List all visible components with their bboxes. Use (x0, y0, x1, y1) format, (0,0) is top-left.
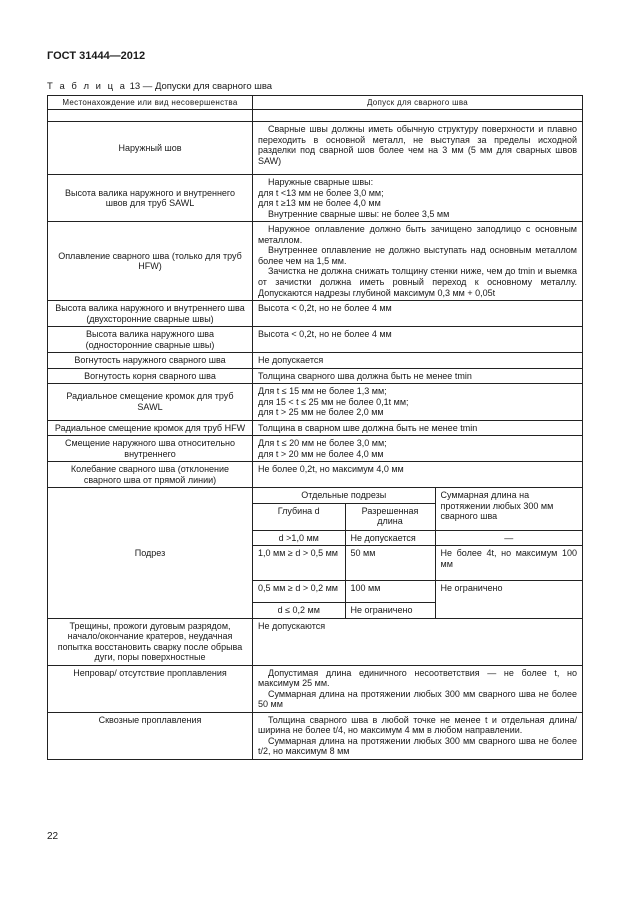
tolerance-line: для 15 < t ≤ 25 мм не более 0,1t мм; (258, 396, 409, 407)
tolerance-line: Суммарная длина на протяжении любых 300 мм сварного шва не более 50 мм (258, 688, 577, 710)
undercut-depth: d >1,0 мм (253, 530, 345, 546)
undercut-depth-header: Глубина d (253, 503, 345, 530)
row-tolerance (253, 222, 583, 301)
tolerance-line: для t <13 мм не более 3,0 мм; (258, 187, 384, 198)
tolerance-line: Высота < 0,2t, но не более 4 мм (258, 329, 392, 340)
row-tolerance (253, 353, 583, 369)
table-row (48, 353, 583, 369)
row-name: Вогнутость наружного сварного шва (48, 353, 253, 369)
table-row (48, 222, 583, 301)
row-name: Радиальное смещение кромок для труб HFW (48, 420, 253, 436)
tolerance-line: Внутренние сварные швы: не более 3,5 мм (268, 208, 450, 219)
tolerance-line: Для t ≤ 15 мм не более 1,3 мм; (258, 386, 387, 397)
row-name: Высота валика наружного и внутреннего шва (двухсторонние сварные швы) (48, 301, 253, 327)
tolerance-line: Наружные сварные швы: (268, 177, 374, 188)
row-tolerance (253, 462, 583, 488)
tolerance-line: Сварные швы должны иметь обычную структуру поверхности и плавно переходить в основной металл, не выступая за пределы исходной разделки под сварной шов более чем на 3 мм (5 мм для сварных швов SAW) (258, 124, 577, 166)
table-row (48, 368, 583, 384)
spacer-cell (48, 110, 253, 122)
row-name: Оплавление сварного шва (только для труб HFW) (48, 222, 253, 301)
undercut-depth: 0,5 мм ≥ d > 0,2 мм (253, 581, 345, 603)
table-row (48, 618, 583, 665)
tolerance-line: Суммарная длина на протяжении любых 300 мм сварного шва не более t/2, но максимум 8 мм (258, 735, 577, 757)
undercut-subtable (253, 488, 582, 618)
row-name: Непровар/ отсутствие проплавления (48, 665, 253, 712)
undercut-group-header: Отдельные подрезы (253, 488, 435, 503)
tolerance-line: Не более 0,2t, но максимум 4,0 мм (258, 464, 404, 475)
table-row (48, 122, 583, 175)
undercut-total: Не ограничено (435, 581, 582, 618)
undercut-depth: d ≤ 0,2 мм (253, 603, 345, 618)
table-caption (47, 81, 272, 92)
table-row (48, 712, 583, 759)
tolerance-table (47, 95, 583, 760)
row-name: Радиальное смещение кромок для труб SAWL (48, 384, 253, 421)
row-name: Высота валика наружного и внутреннего швов для труб SAWL (48, 175, 253, 222)
row-name: Трещины, прожоги дуговым разрядом, начало/окончание кратеров, неудачная попытка восстановить сварку после обрыва дуги, поры поверхностные (48, 618, 253, 665)
table-row-undercut (48, 488, 583, 619)
row-tolerance (253, 436, 583, 462)
row-tolerance (253, 175, 583, 222)
page-number: 22 (47, 831, 59, 842)
tolerance-line: Не допускаются (258, 620, 326, 631)
header-location: Местонахождение или вид несовершенства (48, 96, 253, 110)
tolerance-line: Высота < 0,2t, но не более 4 мм (258, 303, 392, 314)
tolerance-line: для t > 25 мм не более 2,0 мм (258, 407, 384, 418)
row-name: Подрез (48, 488, 253, 619)
tolerance-line: Наружное оплавление должно быть зачищено заподлицо с основным металлом. (258, 224, 577, 245)
undercut-total: Не более 4t, но максимум 100 мм (435, 546, 582, 581)
tolerance-line: для t ≥13 мм не более 4,0 мм (258, 198, 381, 209)
row-tolerance (253, 665, 583, 712)
undercut-allowed-header: Разрешенная длина (345, 503, 435, 530)
table-row (48, 175, 583, 222)
caption-prefix: Т а б л и ц а (47, 81, 127, 92)
tolerance-line: Толщина в сварном шве должна быть не менее tmin (258, 422, 478, 433)
table-row (48, 327, 583, 353)
row-tolerance (253, 327, 583, 353)
row-tolerance (253, 420, 583, 436)
row-tolerance (253, 301, 583, 327)
undercut-allowed: 100 мм (345, 581, 435, 603)
tolerance-line: Допустимая длина единичного несоответствия — не более t, но максимум 25 мм. (258, 667, 577, 689)
tolerance-line: Толщина сварного шва должна быть не менее tmin (258, 370, 472, 381)
table-row (48, 301, 583, 327)
row-name: Смещение наружного шва относительно внутреннего (48, 436, 253, 462)
undercut-allowed: Не допускается (345, 530, 435, 546)
undercut-allowed: Не ограничено (345, 603, 435, 618)
row-tolerance (253, 712, 583, 759)
table-row (48, 384, 583, 421)
undercut-total-header: Суммарная длина на протяжении любых 300 мм сварного шва (435, 488, 582, 530)
row-tolerance (253, 384, 583, 421)
tolerance-line: Зачистка не должна снижать толщину стенки ниже, чем до tmin и выемка от зачистки должна иметь ровный переход к основному металлу. Допускаются надрезы глубиной максимум 0,3 мм + 0,05t (258, 266, 577, 298)
tolerance-line: Внутреннее оплавление не должно выступать над основным металлом более чем на 1,5 мм. (258, 245, 577, 266)
row-name: Вогнутость корня сварного шва (48, 368, 253, 384)
undercut-subtable-cell (253, 488, 583, 619)
tolerance-line: Не допускается (258, 355, 324, 366)
undercut-total: — (435, 530, 582, 546)
table-row (48, 436, 583, 462)
row-name: Сквозные проплавления (48, 712, 253, 759)
tolerance-line: Толщина сварного шва в любой точке не менее t и отдельная длина/ширина не более t/4, но максимум 4 мм в любом направлении. (258, 714, 577, 736)
spacer-cell (253, 110, 583, 122)
table-row (48, 665, 583, 712)
document-code: ГОСТ 31444—2012 (47, 50, 146, 62)
tolerance-line: для t > 20 мм не более 4,0 мм (258, 448, 384, 459)
row-tolerance (253, 368, 583, 384)
row-name: Колебание сварного шва (отклонение сварного шва от прямой линии) (48, 462, 253, 488)
row-tolerance (253, 122, 583, 175)
table-row (48, 420, 583, 436)
undercut-depth: 1,0 мм ≥ d > 0,5 мм (253, 546, 345, 581)
caption-title: 13 — Допуски для сварного шва (126, 81, 273, 92)
row-tolerance (253, 618, 583, 665)
row-name: Высота валика наружного шва (односторонние сварные швы) (48, 327, 253, 353)
tolerance-line: Для t ≤ 20 мм не более 3,0 мм; (258, 438, 387, 449)
row-name: Наружный шов (48, 122, 253, 175)
undercut-allowed: 50 мм (345, 546, 435, 581)
table-row (48, 462, 583, 488)
header-tolerance: Допуск для сварного шва (253, 96, 583, 110)
